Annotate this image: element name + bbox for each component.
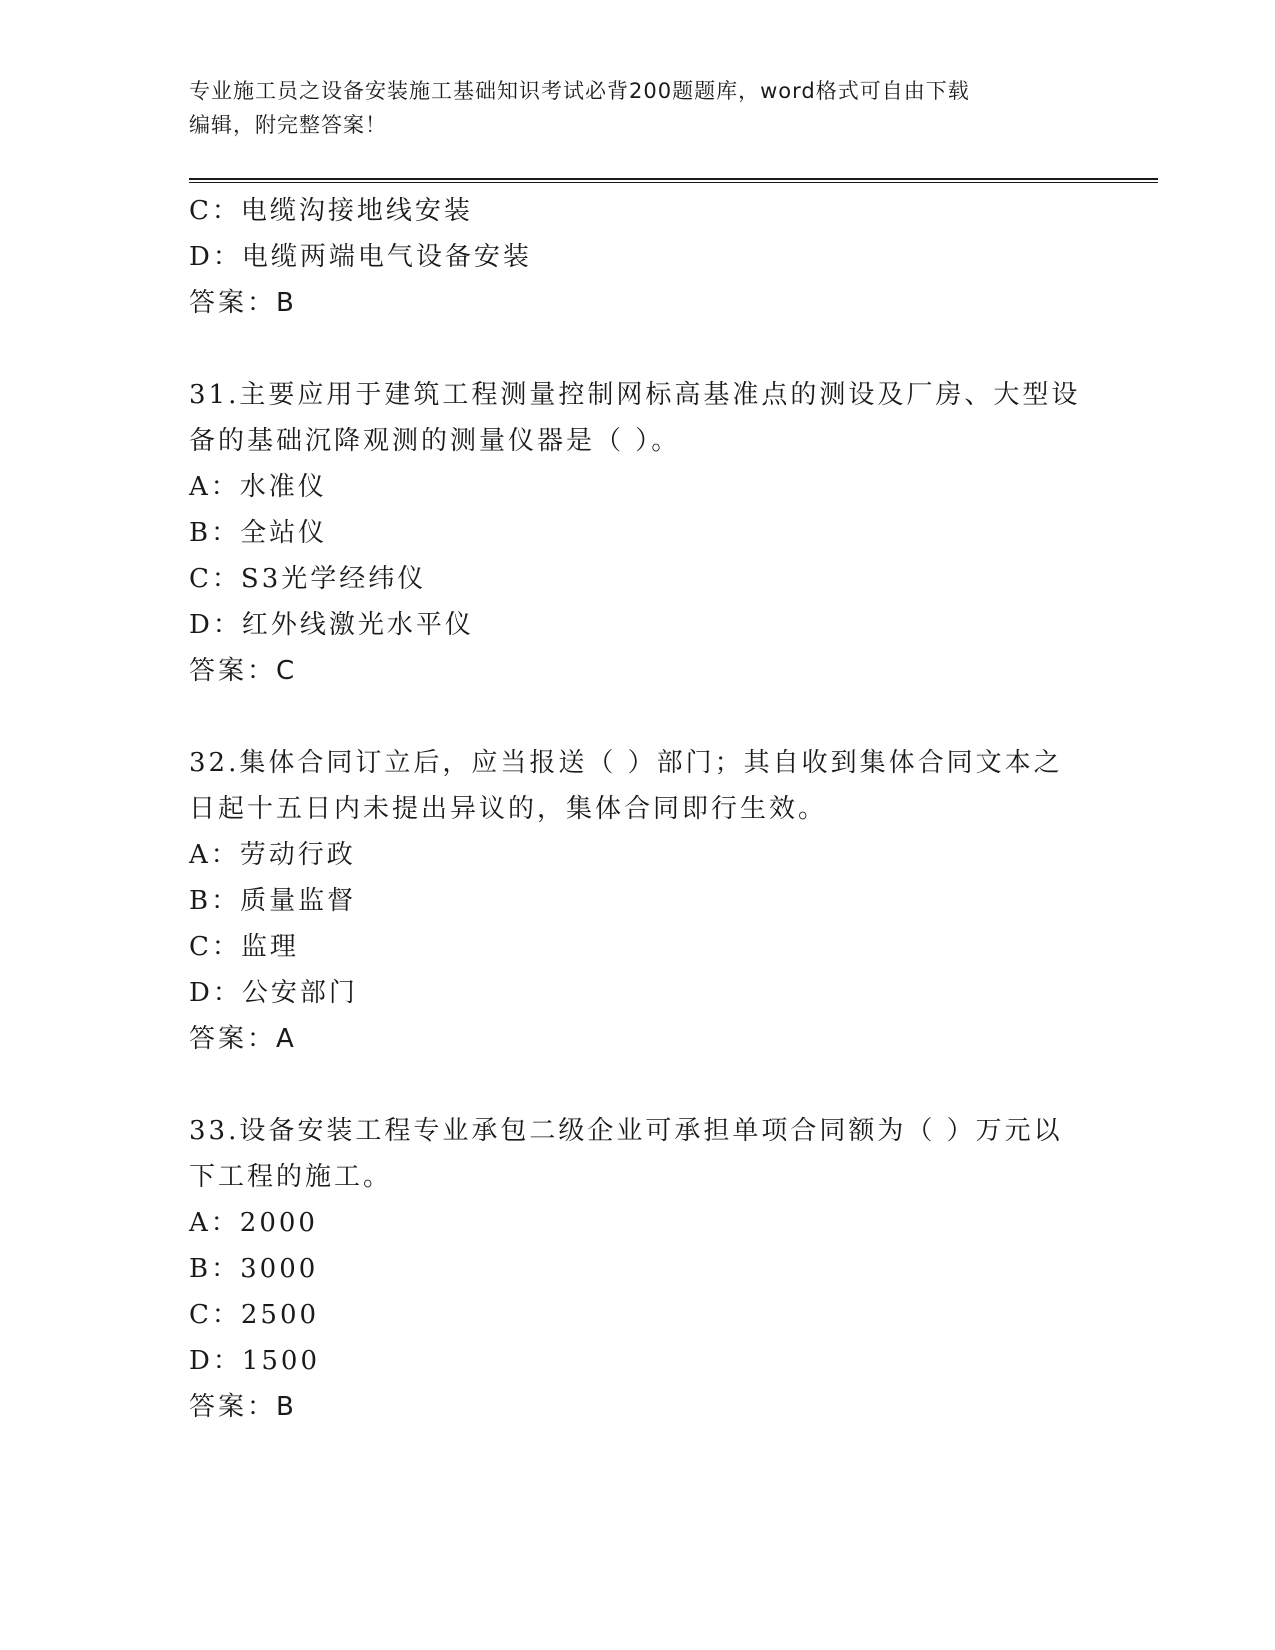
option-d: D：红外线激光水平仪 (189, 610, 474, 640)
question-stem: 31.主要应用于建筑工程测量控制网标高基准点的测设及厂房、大型设 (189, 380, 1081, 410)
document-header (189, 74, 1089, 142)
option-a: A：2000 (189, 1208, 318, 1238)
question-33 (189, 1108, 1089, 1430)
question-32 (189, 740, 1089, 1062)
question-stem: 33.设备安装工程专业承包二级企业可承担单项合同额为（ ）万元以 (189, 1116, 1063, 1146)
spacer (189, 694, 1089, 740)
option-d: D：电缆两端电气设备安装 (189, 242, 532, 272)
answer: 答案：A (189, 1024, 297, 1054)
answer: 答案：C (189, 656, 298, 686)
question-31 (189, 372, 1089, 694)
header-title-line1: 专业施工员之设备安装施工基础知识考试必背200题题库，word格式可自由下载 (189, 79, 970, 103)
option-c: C：电缆沟接地线安装 (189, 196, 473, 226)
option-b: B：质量监督 (189, 886, 357, 916)
option-c: C：监理 (189, 932, 299, 962)
option-c: C：2500 (189, 1300, 320, 1330)
option-b: B：全站仪 (189, 518, 328, 548)
spacer (189, 326, 1089, 372)
question-stem: 下工程的施工。 (189, 1162, 393, 1192)
option-d: D：公安部门 (189, 978, 358, 1008)
question-list (189, 188, 1089, 1430)
answer: 答案：B (189, 288, 297, 318)
answer: 答案：B (189, 1392, 297, 1422)
question-stem: 备的基础沉降观测的测量仪器是（ ）。 (189, 426, 681, 456)
option-a: A：劳动行政 (189, 840, 356, 870)
option-a: A：水准仪 (189, 472, 327, 502)
header-title-line2: 编辑，附完整答案！ (189, 113, 387, 137)
header-divider (189, 178, 1158, 183)
option-c: C：S3光学经纬仪 (189, 564, 427, 594)
question-stem: 32.集体合同订立后，应当报送（ ）部门；其自收到集体合同文本之 (189, 748, 1063, 778)
option-d: D：1500 (189, 1346, 321, 1376)
spacer (189, 1062, 1089, 1108)
question-stem: 日起十五日内未提出异议的，集体合同即行生效。 (189, 794, 828, 824)
option-b: B：3000 (189, 1254, 319, 1284)
